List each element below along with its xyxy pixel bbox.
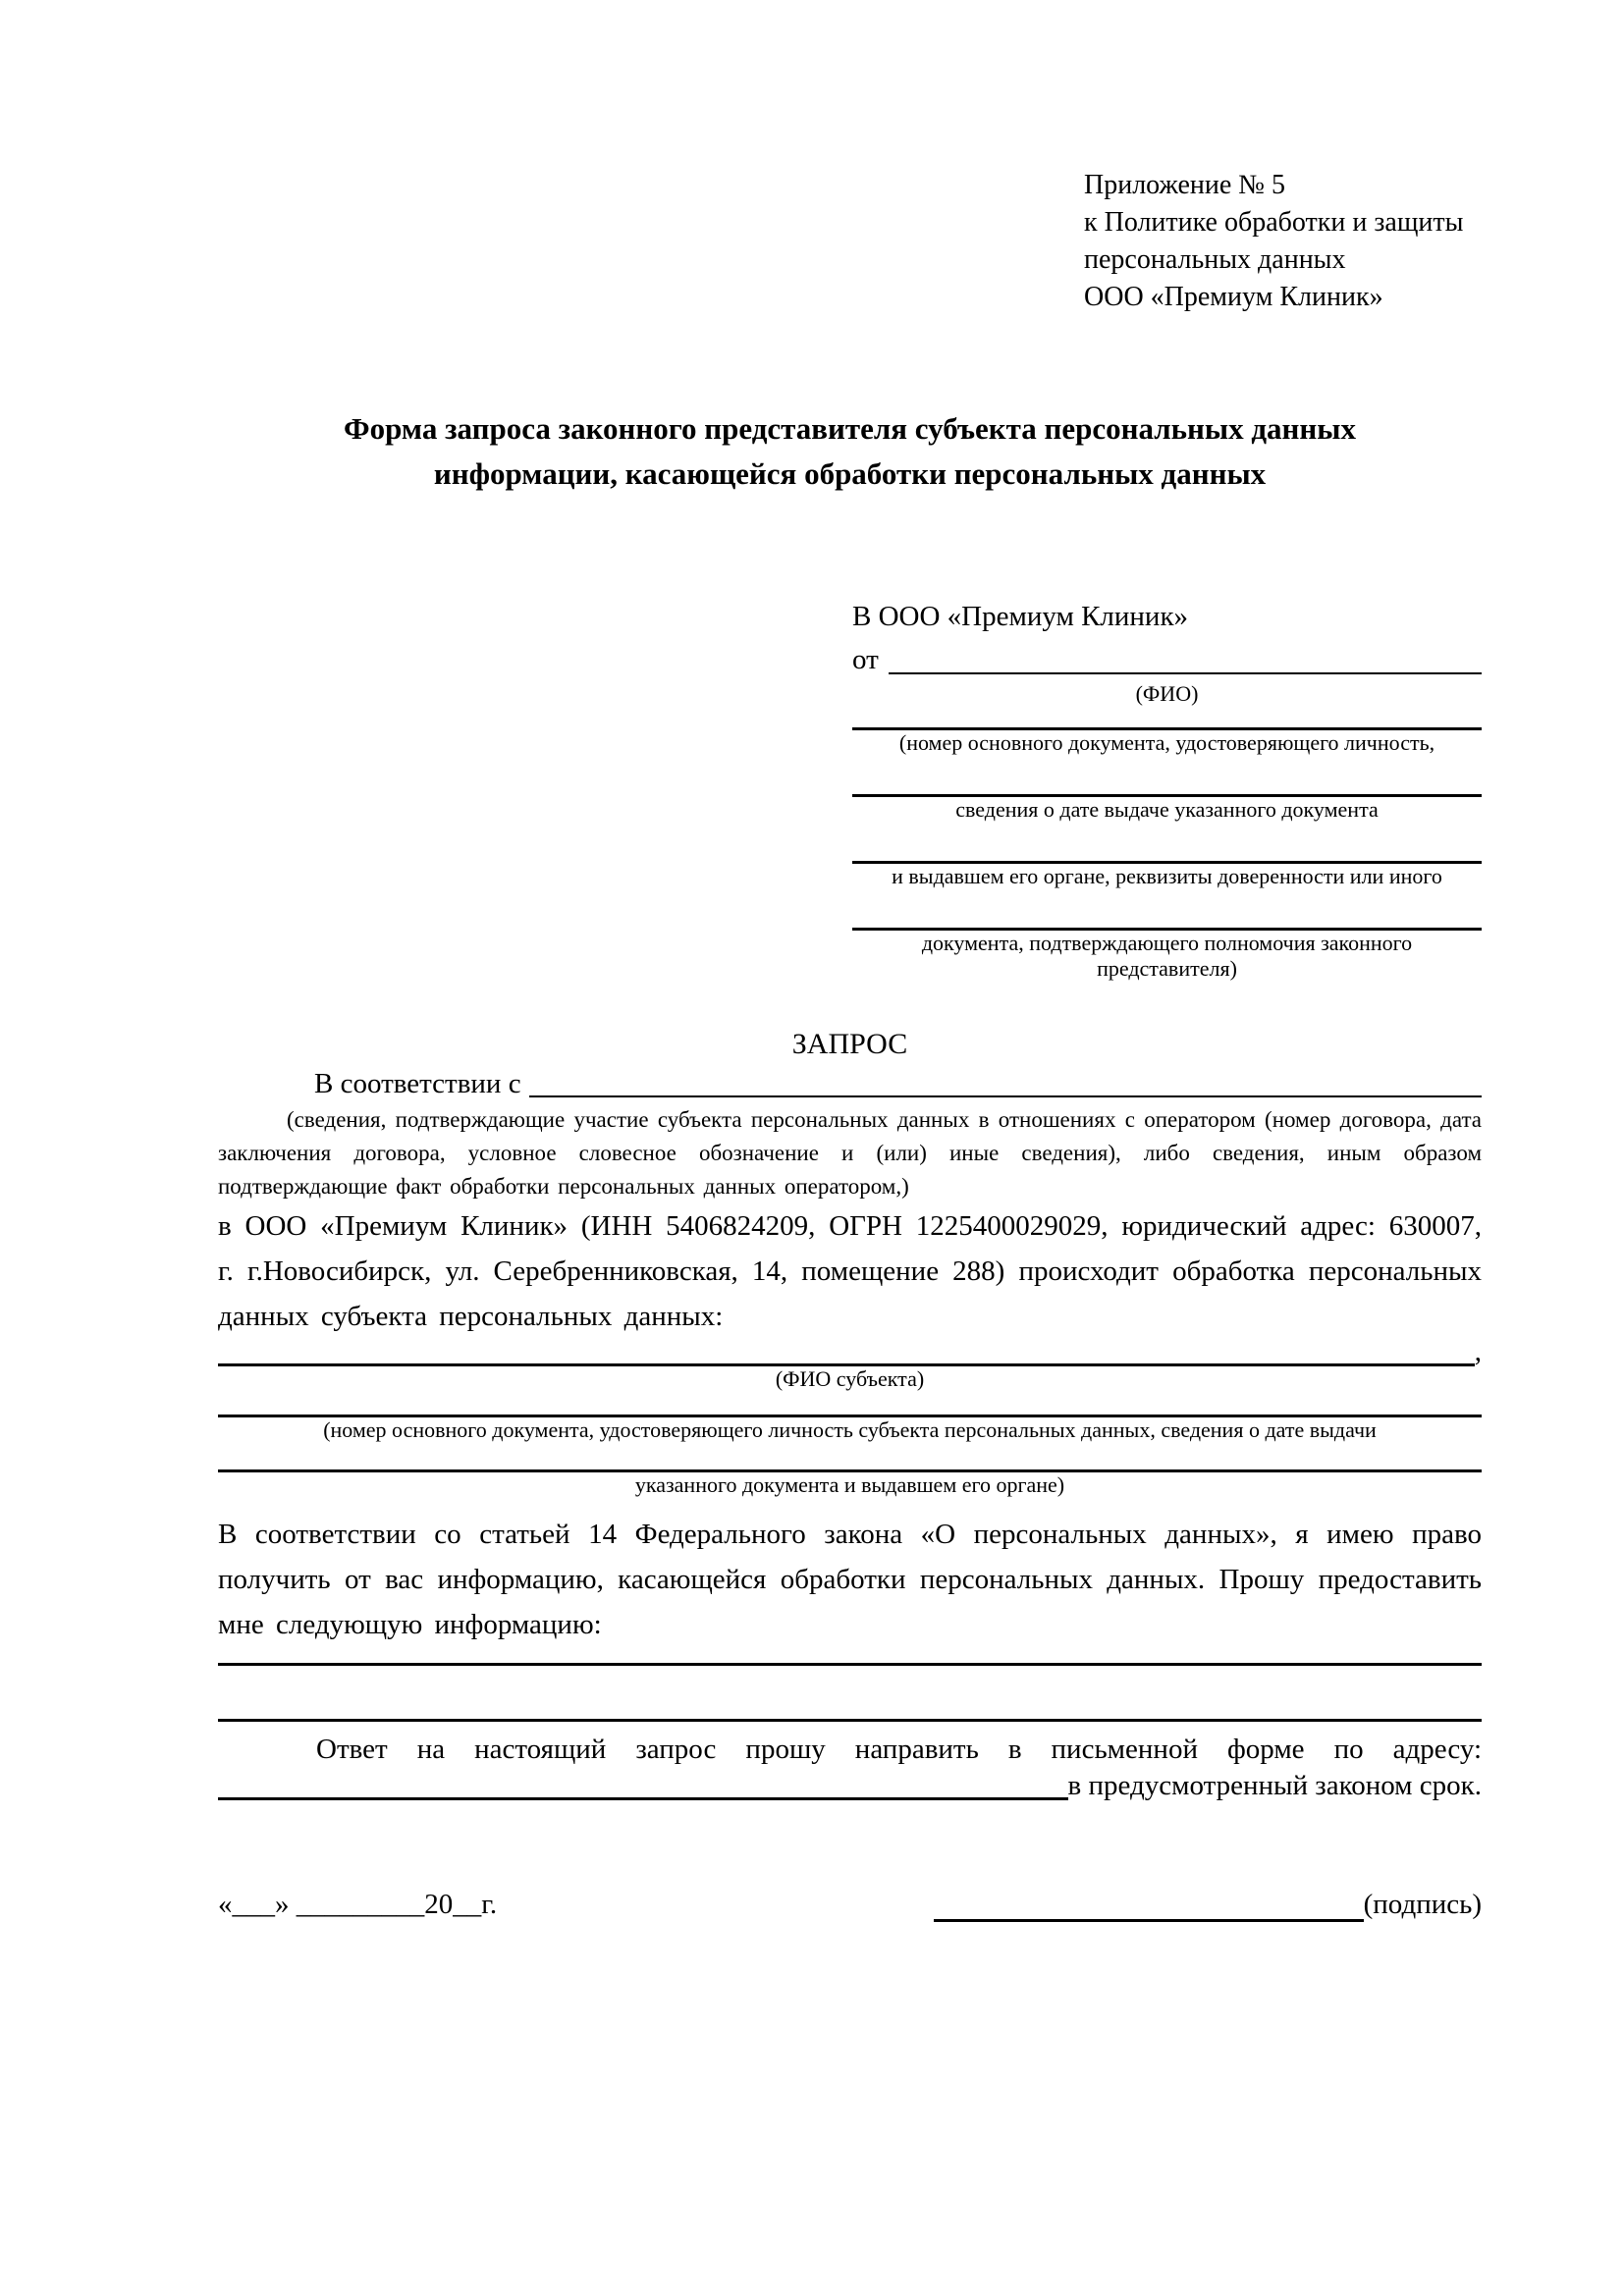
subject-document-field-line-2 (218, 1443, 1482, 1472)
appendix-line-4: ООО «Премиум Клиник» (1084, 282, 1383, 312)
issuing-authority-field-line (852, 823, 1482, 864)
law-paragraph: В соответствии со статьей 14 Федерального закона «О персональных данных», я имею право получить от вас информацию, касающейся обработки персональных данных. Прошу предоставить мне следующую информацию: (218, 1519, 1482, 1640)
issuing-authority-caption: и выдавшем его органе, реквизиты доверенности или иного (892, 864, 1442, 888)
signature-caption: (подпись) (1363, 1889, 1482, 1920)
fio-caption: (ФИО) (1135, 681, 1199, 706)
field-group-2 (852, 756, 1482, 823)
document-number-field-line (852, 707, 1482, 730)
document-title (218, 406, 1482, 497)
subject-fio-caption: (ФИО субъекта) (775, 1366, 925, 1391)
intro-field-line (529, 1064, 1482, 1097)
addressee-organization: В ООО «Премиум Клиник» (852, 601, 1189, 632)
subject-document-caption-1: (номер основного документа, удостоверяющего личность субъекта персональных данных, сведения о дате выдачи (323, 1417, 1377, 1442)
document-title-line-1: Форма запроса законного представителя субъекта персональных данных (344, 411, 1356, 446)
field-group-3 (852, 823, 1482, 889)
signature-block (934, 1887, 1482, 1922)
subject-document-caption-2: указанного документа и выдавшем его органе) (634, 1472, 1065, 1497)
authority-document-field-line (852, 889, 1482, 931)
intro-caption: (сведения, подтверждающие участие субъекта персональных данных в отношениях с оператором (номер договора, дата заключения договора, условное словесное обозначение и (или) иные сведения), либо сведения, иным образом подтверждающие факт обработки персональных данных оператором,) (218, 1107, 1482, 1199)
subject-fio-line (218, 1336, 1482, 1367)
answer-address-line (218, 1771, 1482, 1800)
operator-paragraph: в ООО «Премиум Клиник» (ИНН 5406824209, ОГРН 1225400029029, юридический адрес: 630007, г. г.Новосибирск, ул. Серебренниковская, 14, помещение 288) происходит обработка персональных данных субъекта персональных данных: (218, 1210, 1482, 1332)
subject-document-field-line-1 (218, 1392, 1482, 1417)
appendix-line-3: персональных данных (1084, 244, 1346, 275)
document-number-caption: (номер основного документа, удостоверяющего личность, (898, 730, 1435, 755)
issue-date-caption: сведения о дате выдаче указанного документа (955, 797, 1379, 822)
info-blank-line-2 (218, 1666, 1482, 1722)
authority-document-caption: документа, подтверждающего полномочия законного представителя) (921, 931, 1413, 981)
appendix-note (1084, 167, 1482, 316)
footer (218, 1887, 1482, 1922)
answer-suffix: в предусмотренный законом срок. (1067, 1770, 1482, 1801)
fio-field-line (889, 638, 1482, 674)
address-field-line (218, 1797, 1068, 1800)
field-group-1 (852, 707, 1482, 756)
document-title-line-2: информации, касающейся обработки персональных данных (433, 456, 1267, 491)
appendix-line-1: Приложение № 5 (1084, 170, 1285, 200)
info-blank-line-1 (218, 1647, 1482, 1666)
intro-line (218, 1064, 1482, 1103)
request-heading: ЗАПРОС (791, 1028, 908, 1060)
intro-label: В соответствии с (314, 1068, 521, 1099)
signature-field-line (934, 1919, 1364, 1922)
addressee-block (852, 595, 1482, 982)
field-group-4 (852, 889, 1482, 982)
issue-date-field-line (852, 756, 1482, 797)
appendix-line-2: к Политике обработки и защиты (1084, 207, 1464, 238)
date-blank: «___» _________20__г. (218, 1889, 498, 1920)
from-label: от (852, 644, 879, 675)
subject-comma: , (1474, 1336, 1482, 1367)
from-line (852, 638, 1482, 681)
answer-paragraph: Ответ на настоящий запрос прошу направить в письменной форме по адресу: (316, 1734, 1482, 1765)
